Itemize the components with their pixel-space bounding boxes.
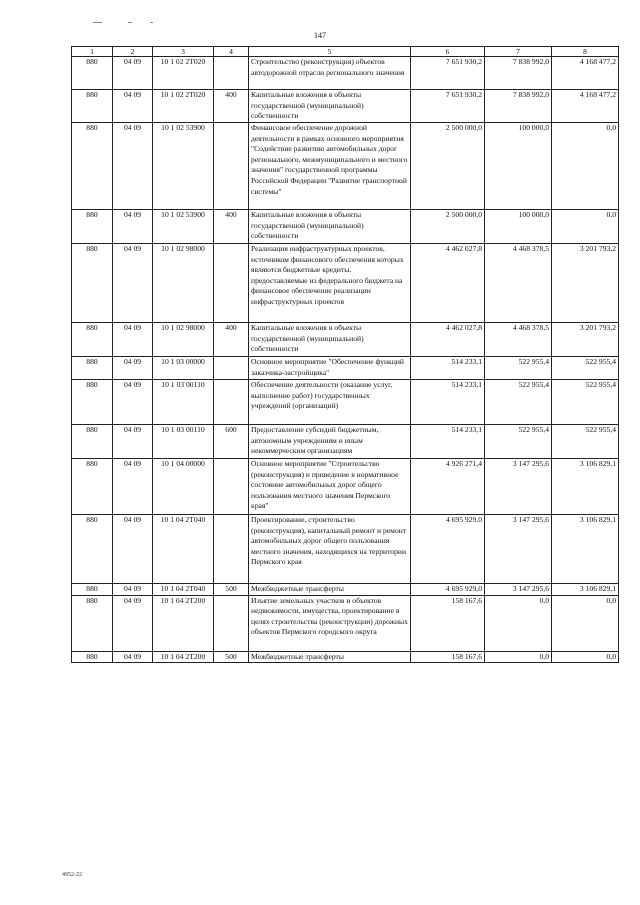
expense-type-code: 400 xyxy=(214,90,249,123)
table-row xyxy=(72,515,619,584)
amount-col6: 514 233,1 xyxy=(411,380,485,425)
target-article-code: 10 1 02 2T020 xyxy=(153,57,214,90)
page-number: 147 xyxy=(314,31,326,40)
section-code: 04 09 xyxy=(113,651,153,663)
section-code: 04 09 xyxy=(113,584,153,596)
amount-col6: 158 167,6 xyxy=(411,651,485,663)
amount-col6: 514 233,1 xyxy=(411,425,485,459)
amount-col7: 522 955,4 xyxy=(485,357,552,380)
amount-col8: 522 955,4 xyxy=(552,357,619,380)
item-description: Основное мероприятие "Строительство (реконструкция) и приведение в нормативное состояние автомобильных дорог общего пользования местного значения Пермского края" xyxy=(249,459,411,515)
section-code: 04 09 xyxy=(113,459,153,515)
item-description: Межбюджетные трансферты xyxy=(249,584,411,596)
item-description: Основное мероприятие "Обеспечение функций заказчика-застройщика" xyxy=(249,357,411,380)
section-code: 04 09 xyxy=(113,595,153,651)
expense-type-code: 600 xyxy=(214,425,249,459)
column-number-row xyxy=(72,47,619,57)
table-row xyxy=(72,90,619,123)
table-row xyxy=(72,459,619,515)
amount-col6: 2 500 000,0 xyxy=(411,210,485,244)
item-description: Капитальные вложения в объекты государственной (муниципальной) собственности xyxy=(249,90,411,123)
item-description: Проектирование, строительство (реконструкция), капитальный ремонт и ремонт автомобильных дорог общего пользования местного значения, находящихся на территории Пермского края xyxy=(249,515,411,584)
item-description: Строительство (реконструкция) объектов автодорожной отрасли регионального значения xyxy=(249,57,411,90)
section-code: 04 09 xyxy=(113,123,153,210)
amount-col6: 7 651 930,2 xyxy=(411,57,485,90)
table-row xyxy=(72,210,619,244)
section-code: 04 09 xyxy=(113,515,153,584)
column-number: 5 xyxy=(249,47,411,57)
item-description: Межбюджетные трансферты xyxy=(249,651,411,663)
target-article-code: 10 1 03 00110 xyxy=(153,380,214,425)
amount-col8: 4 168 477,2 xyxy=(552,90,619,123)
expense-type-code: 400 xyxy=(214,323,249,357)
amount-col7: 3 147 295,6 xyxy=(485,459,552,515)
target-article-code: 10 1 02 98000 xyxy=(153,323,214,357)
section-code: 04 09 xyxy=(113,323,153,357)
target-article-code: 10 1 04 2T040 xyxy=(153,584,214,596)
amount-col8: 0,0 xyxy=(552,123,619,210)
scan-mark xyxy=(128,22,132,23)
amount-col6: 158 167,6 xyxy=(411,595,485,651)
target-article-code: 10 1 04 2T200 xyxy=(153,595,214,651)
section-code: 04 09 xyxy=(113,57,153,90)
expense-type-code xyxy=(214,459,249,515)
table-row xyxy=(72,425,619,459)
expense-type-code xyxy=(214,515,249,584)
ministry-code: 880 xyxy=(72,515,113,584)
section-code: 04 09 xyxy=(113,90,153,123)
amount-col7: 4 468 378,5 xyxy=(485,244,552,323)
amount-col7: 3 147 295,6 xyxy=(485,584,552,596)
item-description: Предоставление субсидий бюджетным, автономным учреждениям и иным некоммерческим организациям xyxy=(249,425,411,459)
expense-type-code xyxy=(214,244,249,323)
target-article-code: 10 1 02 98000 xyxy=(153,244,214,323)
amount-col6: 514 233,1 xyxy=(411,357,485,380)
amount-col6: 4 695 929,0 xyxy=(411,584,485,596)
amount-col8: 3 106 829,1 xyxy=(552,459,619,515)
table-row xyxy=(72,584,619,596)
item-description: Капитальные вложения в объекты государственной (муниципальной) собственности xyxy=(249,323,411,357)
amount-col8: 3 106 829,1 xyxy=(552,584,619,596)
target-article-code: 10 1 02 53900 xyxy=(153,123,214,210)
section-code: 04 09 xyxy=(113,425,153,459)
table-row xyxy=(72,651,619,663)
table-row xyxy=(72,244,619,323)
column-number: 4 xyxy=(214,47,249,57)
section-code: 04 09 xyxy=(113,210,153,244)
amount-col7: 522 955,4 xyxy=(485,380,552,425)
target-article-code: 10 1 02 53900 xyxy=(153,210,214,244)
item-description: Изъятие земельных участков и объектов недвижимости, имущества, проектирование в целях строительства (реконструкции) дорожных объектов Пермского городского округа xyxy=(249,595,411,651)
ministry-code: 880 xyxy=(72,380,113,425)
column-number: 2 xyxy=(113,47,153,57)
footer-code: 4952-22 xyxy=(62,872,82,878)
amount-col7: 4 468 378,5 xyxy=(485,323,552,357)
target-article-code: 10 1 02 2T020 xyxy=(153,90,214,123)
table-row xyxy=(72,57,619,90)
amount-col6: 4 462 027,8 xyxy=(411,323,485,357)
ministry-code: 880 xyxy=(72,123,113,210)
expense-type-code: 500 xyxy=(214,651,249,663)
target-article-code: 10 1 03 00000 xyxy=(153,357,214,380)
section-code: 04 09 xyxy=(113,244,153,323)
item-description: Обеспечение деятельности (оказание услуг, выполнение работ) государственных учреждений (организаций) xyxy=(249,380,411,425)
table-row xyxy=(72,595,619,651)
target-article-code: 10 1 04 00000 xyxy=(153,459,214,515)
expense-type-code xyxy=(214,57,249,90)
ministry-code: 880 xyxy=(72,210,113,244)
ministry-code: 880 xyxy=(72,584,113,596)
amount-col6: 4 926 271,4 xyxy=(411,459,485,515)
amount-col8: 0,0 xyxy=(552,651,619,663)
section-code: 04 09 xyxy=(113,380,153,425)
expense-type-code: 400 xyxy=(214,210,249,244)
amount-col6: 4 695 929,0 xyxy=(411,515,485,584)
amount-col8: 4 168 477,2 xyxy=(552,57,619,90)
ministry-code: 880 xyxy=(72,595,113,651)
ministry-code: 880 xyxy=(72,425,113,459)
amount-col6: 4 462 027,8 xyxy=(411,244,485,323)
expense-type-code xyxy=(214,595,249,651)
expense-type-code xyxy=(214,380,249,425)
amount-col8: 3 201 793,2 xyxy=(552,323,619,357)
amount-col8: 3 201 793,2 xyxy=(552,244,619,323)
expense-type-code xyxy=(214,357,249,380)
item-description: Капитальные вложения в объекты государственной (муниципальной) собственности xyxy=(249,210,411,244)
amount-col7: 3 147 295,6 xyxy=(485,515,552,584)
amount-col8: 522 955,4 xyxy=(552,425,619,459)
scan-mark xyxy=(150,22,153,23)
column-number: 3 xyxy=(153,47,214,57)
ministry-code: 880 xyxy=(72,459,113,515)
amount-col6: 7 651 930,2 xyxy=(411,90,485,123)
amount-col7: 7 838 992,0 xyxy=(485,57,552,90)
section-code: 04 09 xyxy=(113,357,153,380)
ministry-code: 880 xyxy=(72,90,113,123)
column-number: 8 xyxy=(552,47,619,57)
budget-table xyxy=(71,46,619,663)
item-description: Реализация инфраструктурных проектов, источником финансового обеспечения которых являются бюджетные кредиты, предоставляемые из федерального бюджета на финансовое обеспечение реализации инфраструктурных проектов xyxy=(249,244,411,323)
scan-mark xyxy=(93,22,102,23)
amount-col7: 7 838 992,0 xyxy=(485,90,552,123)
target-article-code: 10 1 04 2T200 xyxy=(153,651,214,663)
table-row xyxy=(72,380,619,425)
ministry-code: 880 xyxy=(72,357,113,380)
target-article-code: 10 1 04 2T040 xyxy=(153,515,214,584)
column-number: 6 xyxy=(411,47,485,57)
amount-col8: 0,0 xyxy=(552,210,619,244)
item-description: Финансовое обеспечение дорожной деятельности в рамках основного мероприятия "Содействие развитию автомобильных дорог регионального, межмуниципального и местного значения" государственной программы Российской Федерации "Развитие транспортной системы" xyxy=(249,123,411,210)
ministry-code: 880 xyxy=(72,651,113,663)
amount-col7: 100 000,0 xyxy=(485,210,552,244)
table-row xyxy=(72,357,619,380)
target-article-code: 10 1 03 00110 xyxy=(153,425,214,459)
amount-col6: 2 500 000,0 xyxy=(411,123,485,210)
ministry-code: 880 xyxy=(72,244,113,323)
amount-col7: 0,0 xyxy=(485,595,552,651)
amount-col8: 0,0 xyxy=(552,595,619,651)
ministry-code: 880 xyxy=(72,323,113,357)
amount-col7: 0,0 xyxy=(485,651,552,663)
amount-col8: 3 106 829,1 xyxy=(552,515,619,584)
table-row xyxy=(72,323,619,357)
expense-type-code xyxy=(214,123,249,210)
amount-col7: 100 000,0 xyxy=(485,123,552,210)
column-number: 7 xyxy=(485,47,552,57)
amount-col7: 522 955,4 xyxy=(485,425,552,459)
amount-col8: 522 955,4 xyxy=(552,380,619,425)
column-number: 1 xyxy=(72,47,113,57)
table-row xyxy=(72,123,619,210)
expense-type-code: 500 xyxy=(214,584,249,596)
ministry-code: 880 xyxy=(72,57,113,90)
